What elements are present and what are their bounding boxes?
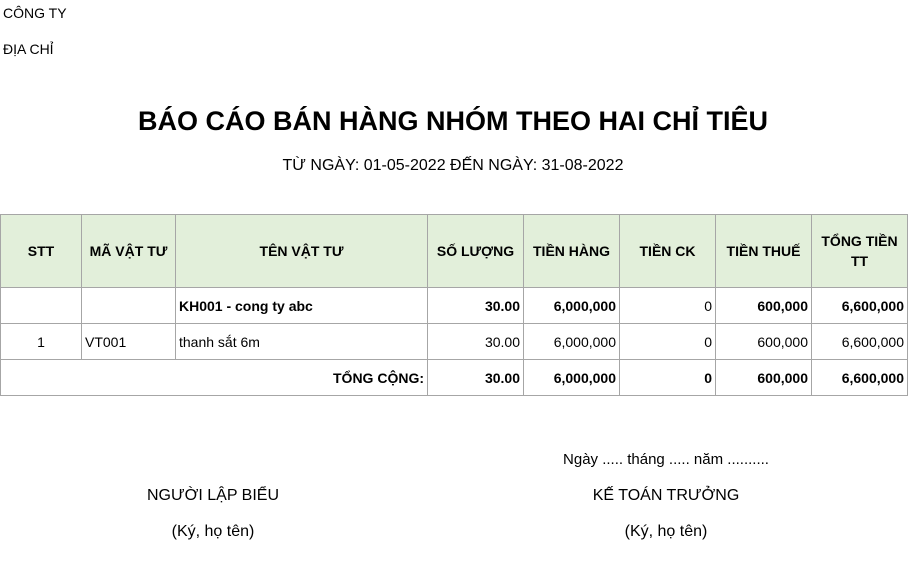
group-tax: 600,000: [716, 288, 812, 324]
group-row: [1, 288, 908, 324]
column-header-code: MÃ VẬT TƯ: [82, 215, 176, 288]
date-line: Ngày ..... tháng ..... năm ..........: [563, 451, 769, 468]
row-stt: 1: [1, 324, 82, 360]
column-header-amount: TIỀN HÀNG: [524, 215, 620, 288]
row-tax: 600,000: [716, 324, 812, 360]
total-row: [1, 360, 908, 396]
address-label: ĐỊA CHỈ: [3, 41, 54, 57]
table-header-row: [1, 215, 908, 288]
group-stt: [1, 288, 82, 324]
row-amount: 6,000,000: [524, 324, 620, 360]
report-title: BÁO CÁO BÁN HÀNG NHÓM THEO HAI CHỈ TIÊU: [138, 106, 768, 136]
total-qty: 30.00: [428, 360, 524, 396]
preparer-title: NGƯỜI LẬP BIỂU: [146, 487, 279, 504]
group-total: 6,600,000: [812, 288, 908, 324]
total-total: 6,600,000: [812, 360, 908, 396]
report-table: [0, 214, 908, 396]
row-code: VT001: [82, 324, 176, 360]
group-amount: 6,000,000: [524, 288, 620, 324]
row-name: thanh sắt 6m: [176, 324, 428, 360]
row-qty: 30.00: [428, 324, 524, 360]
accountant-title: KẾ TOÁN TRƯỞNG: [592, 487, 740, 504]
group-discount: 0: [620, 288, 716, 324]
column-header-name: TÊN VẬT TƯ: [176, 215, 428, 288]
company-label: CÔNG TY: [3, 5, 67, 21]
total-label: TỔNG CỘNG:: [1, 360, 428, 396]
accountant-sign: (Ký, họ tên): [624, 523, 708, 540]
group-qty: 30.00: [428, 288, 524, 324]
row-total: 6,600,000: [812, 324, 908, 360]
preparer-sign: (Ký, họ tên): [171, 523, 255, 540]
row-discount: 0: [620, 324, 716, 360]
column-header-total: TỔNG TIỀN TT: [812, 215, 908, 288]
group-name: KH001 - cong ty abc: [176, 288, 428, 324]
column-header-tax: TIỀN THUẾ: [716, 215, 812, 288]
date-range: TỪ NGÀY: 01-05-2022 ĐẾN NGÀY: 31-08-2022: [282, 157, 624, 174]
total-amount: 6,000,000: [524, 360, 620, 396]
total-tax: 600,000: [716, 360, 812, 396]
column-header-discount: TIỀN CK: [620, 215, 716, 288]
column-header-qty: SỐ LƯỢNG: [428, 215, 524, 288]
column-header-stt: STT: [1, 215, 82, 288]
table-row: [1, 324, 908, 360]
group-code: [82, 288, 176, 324]
total-discount: 0: [620, 360, 716, 396]
